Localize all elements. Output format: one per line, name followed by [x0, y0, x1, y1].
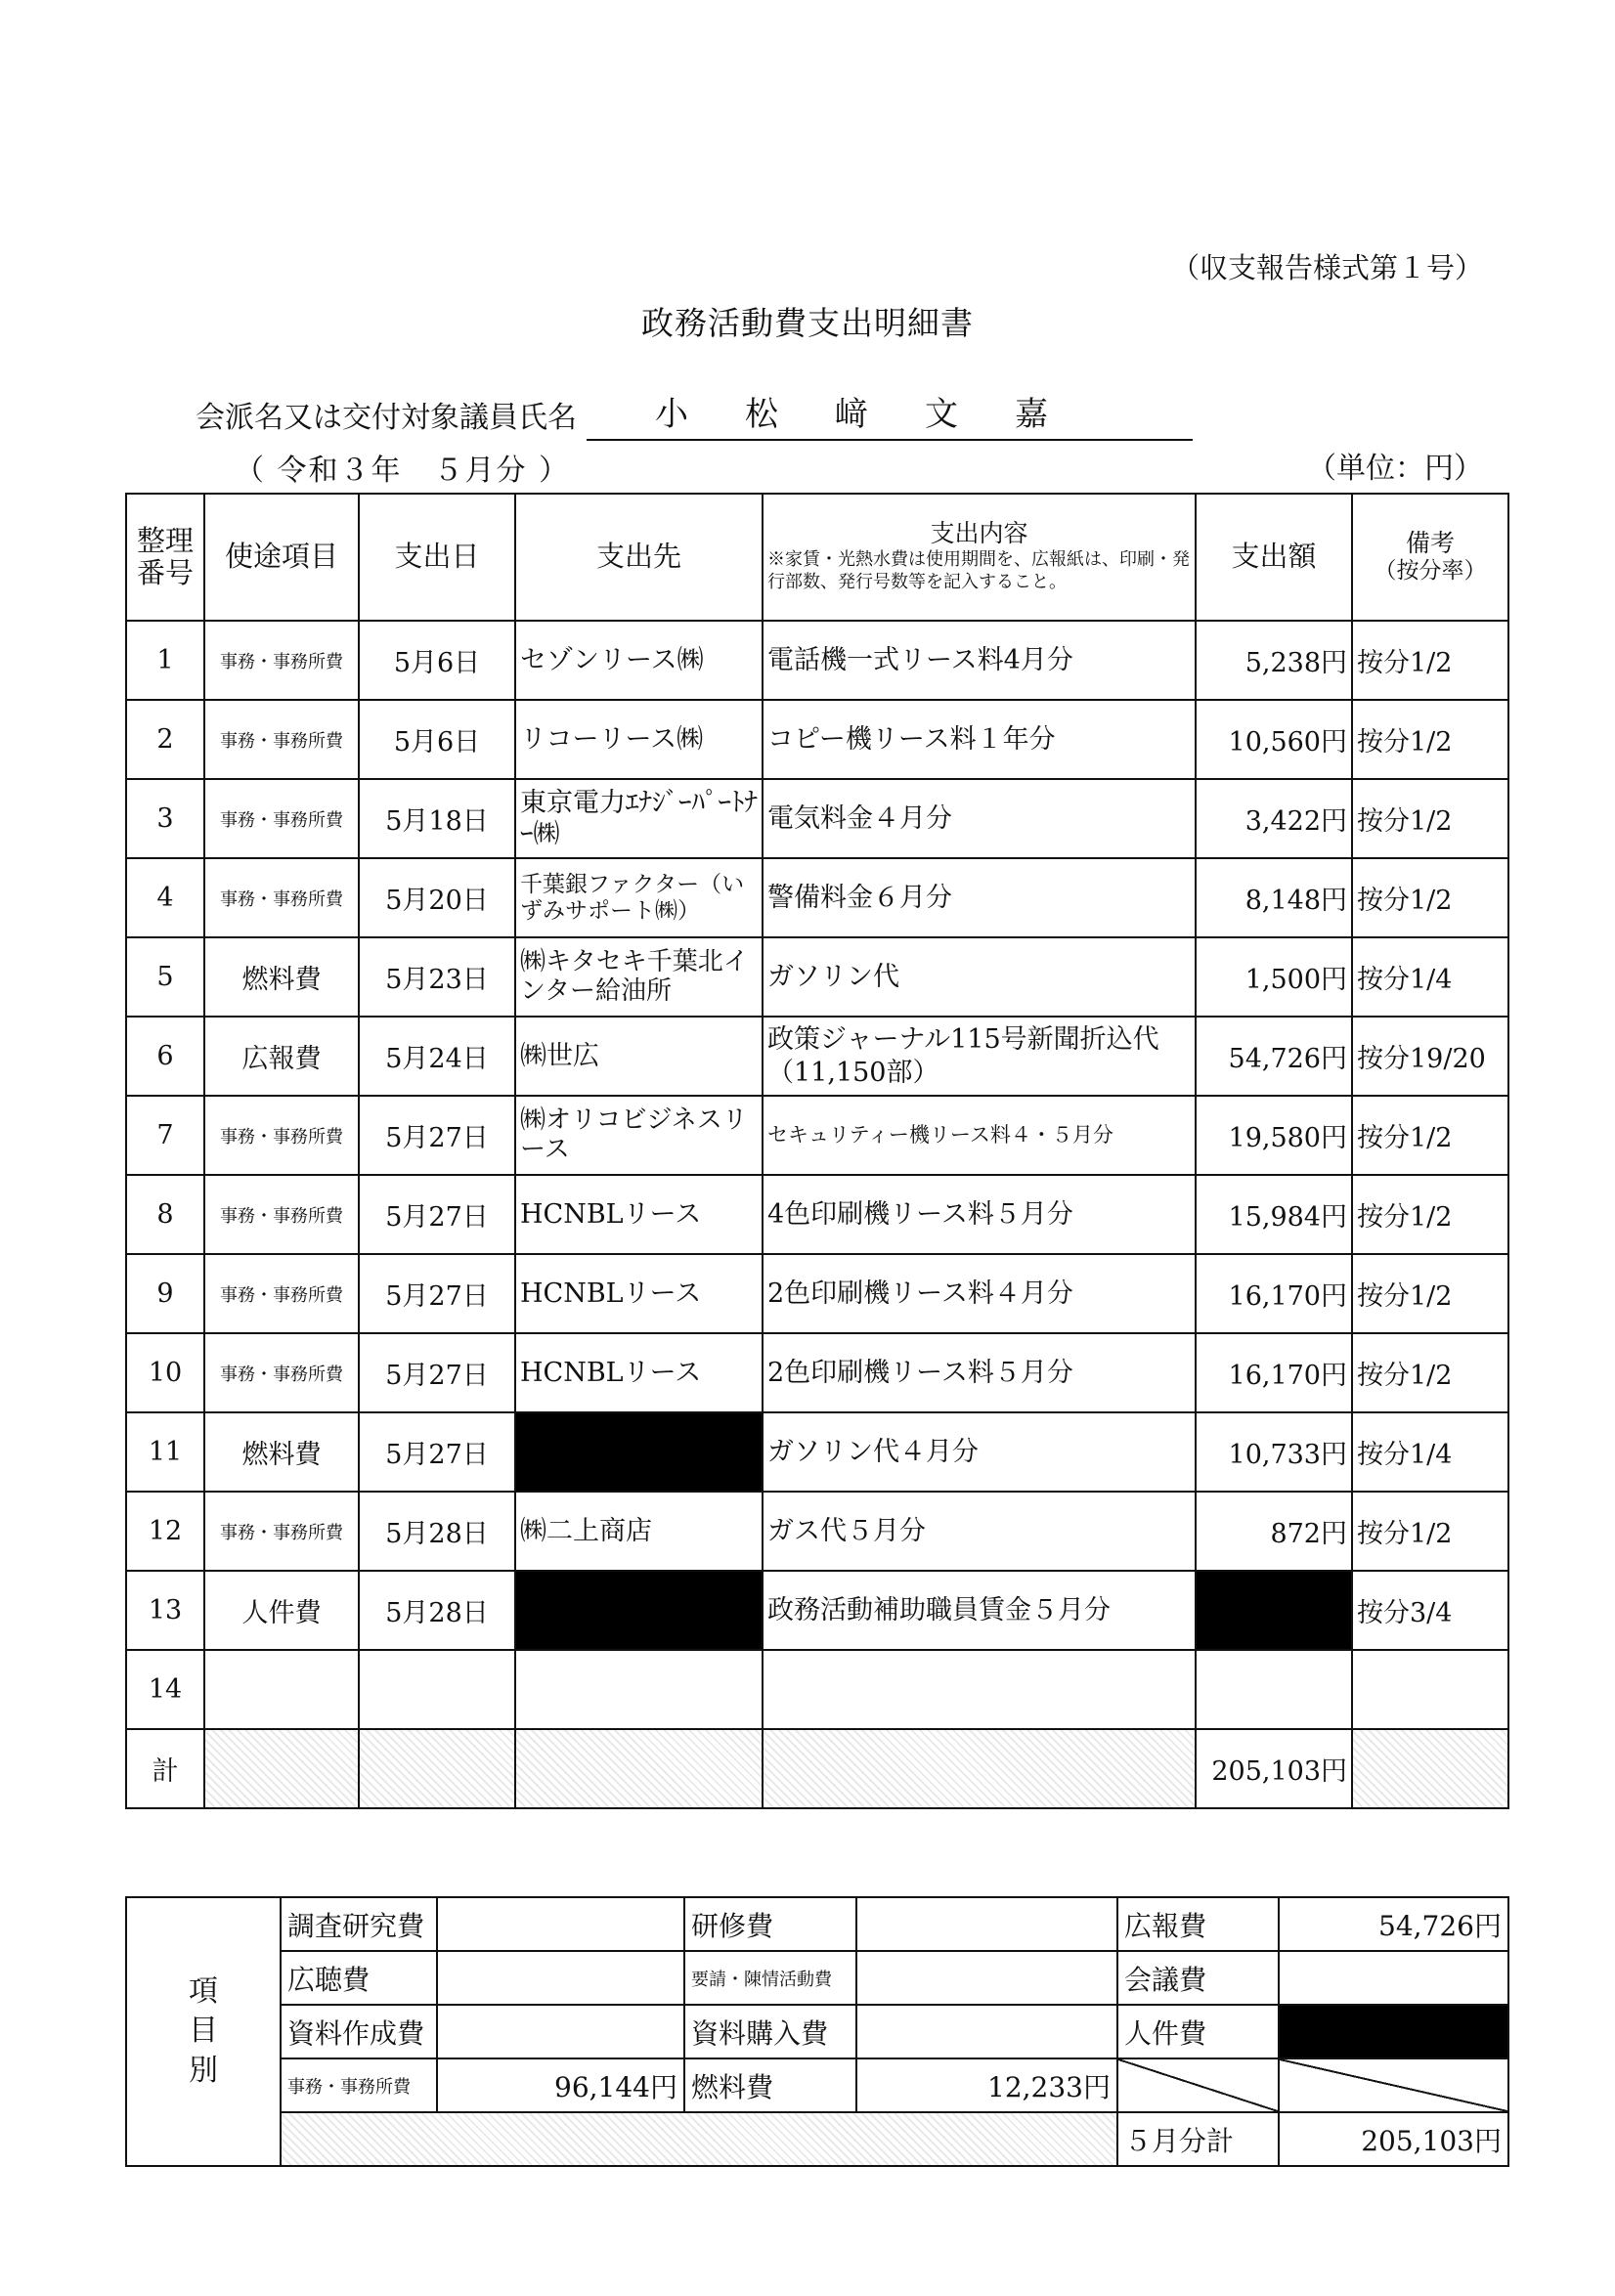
row-note: 按分19/20 — [1352, 1017, 1508, 1096]
row-amount: 3,422円 — [1196, 779, 1352, 858]
row-no: 1 — [126, 621, 204, 700]
row-use — [204, 1650, 359, 1729]
row-payee: ㈱二上商店 — [515, 1492, 763, 1571]
row-use: 事務・事務所費 — [204, 1254, 359, 1333]
petition-label: 要請・陳情活動費 — [684, 1951, 856, 2005]
table-row — [126, 1175, 1508, 1254]
fuel-value: 12,233円 — [856, 2058, 1117, 2112]
shaded-cell — [763, 1729, 1196, 1808]
table-row — [126, 1650, 1508, 1729]
row-desc: 電話機一式リース料4月分 — [763, 621, 1196, 700]
member-label: 会派名又は交付対象議員氏名 — [196, 401, 577, 435]
header-desc — [763, 494, 1196, 621]
row-desc: ガソリン代 — [763, 937, 1196, 1017]
row-note: 按分3/4 — [1352, 1571, 1508, 1650]
row-payee: ㈱世広 — [515, 1017, 763, 1096]
row-use: 事務・事務所費 — [204, 858, 359, 937]
row-use: 事務・事務所費 — [204, 1333, 359, 1412]
doc-purchase-value — [856, 2005, 1117, 2058]
row-note: 按分1/2 — [1352, 858, 1508, 937]
redacted-payee — [515, 1412, 763, 1492]
row-no: 3 — [126, 779, 204, 858]
row-no: 12 — [126, 1492, 204, 1571]
total-amount: 205,103円 — [1196, 1729, 1352, 1808]
row-use: 人件費 — [204, 1571, 359, 1650]
research-label: 調査研究費 — [281, 1897, 437, 1951]
header-row — [126, 494, 1508, 621]
hearing-label: 広聴費 — [281, 1951, 437, 2005]
row-no: 7 — [126, 1096, 204, 1175]
row-payee: HCNBLリース — [515, 1175, 763, 1254]
shaded-cell — [1352, 1729, 1508, 1808]
row-payee: セゾンリース㈱ — [515, 621, 763, 700]
form-number: （収支報告様式第１号） — [1170, 251, 1483, 284]
row-desc: 政務活動補助職員賃金５月分 — [763, 1571, 1196, 1650]
row-note: 按分1/2 — [1352, 779, 1508, 858]
row-payee: ㈱キタセキ千葉北インター給油所 — [515, 937, 763, 1017]
table-row — [126, 700, 1508, 779]
row-amount: 16,170円 — [1196, 1254, 1352, 1333]
row-no: 14 — [126, 1650, 204, 1729]
row-amount: 16,170円 — [1196, 1333, 1352, 1412]
table-row — [126, 1492, 1508, 1571]
table-row — [126, 937, 1508, 1017]
row-desc: 警備料金６月分 — [763, 858, 1196, 937]
fuel-label: 燃料費 — [684, 2058, 856, 2112]
row-note: 按分1/2 — [1352, 1333, 1508, 1412]
row-date: 5月20日 — [359, 858, 515, 937]
row-no: 5 — [126, 937, 204, 1017]
petition-value — [856, 1951, 1117, 2005]
header-note — [1352, 494, 1508, 621]
shaded-cell — [515, 1729, 763, 1808]
summary-row — [126, 2112, 1508, 2166]
header-payee: 支出先 — [515, 494, 763, 621]
row-desc: 4色印刷機リース料５月分 — [763, 1175, 1196, 1254]
row-payee: ㈱オリコビジネスリース — [515, 1096, 763, 1175]
shaded-cell — [359, 1729, 515, 1808]
training-value — [856, 1897, 1117, 1951]
row-amount — [1196, 1650, 1352, 1729]
table-row — [126, 1571, 1508, 1650]
header-amount: 支出額 — [1196, 494, 1352, 621]
row-date: 5月28日 — [359, 1492, 515, 1571]
meeting-label: 会議費 — [1117, 1951, 1279, 2005]
row-note: 按分1/2 — [1352, 1254, 1508, 1333]
table-row — [126, 1333, 1508, 1412]
row-payee: HCNBLリース — [515, 1333, 763, 1412]
category-summary-table — [125, 1896, 1509, 2167]
row-desc: セキュリティー機リース料４・５月分 — [763, 1096, 1196, 1175]
row-no: 11 — [126, 1412, 204, 1492]
table-row — [126, 858, 1508, 937]
redacted-amount — [1196, 1571, 1352, 1650]
side-char: 項 — [189, 1973, 218, 2009]
row-amount: 872円 — [1196, 1492, 1352, 1571]
summary-row — [126, 1951, 1508, 2005]
row-note: 按分1/2 — [1352, 1096, 1508, 1175]
row-note: 按分1/4 — [1352, 937, 1508, 1017]
table-row — [126, 1096, 1508, 1175]
expense-table — [125, 493, 1509, 1809]
row-no: 4 — [126, 858, 204, 937]
row-no: 6 — [126, 1017, 204, 1096]
row-desc — [763, 1650, 1196, 1729]
meeting-value — [1279, 1951, 1508, 2005]
row-no: 10 — [126, 1333, 204, 1412]
side-char: 別 — [189, 2053, 218, 2088]
table-row — [126, 621, 1508, 700]
shaded-cell — [204, 1729, 359, 1808]
row-date: 5月27日 — [359, 1333, 515, 1412]
row-note: 按分1/4 — [1352, 1412, 1508, 1492]
row-use: 事務・事務所費 — [204, 621, 359, 700]
header-no: 整理番号 — [126, 494, 204, 621]
row-date: 5月18日 — [359, 779, 515, 858]
row-use: 事務・事務所費 — [204, 779, 359, 858]
row-use: 事務・事務所費 — [204, 700, 359, 779]
training-label: 研修費 — [684, 1897, 856, 1951]
row-desc: 2色印刷機リース料５月分 — [763, 1333, 1196, 1412]
row-amount: 1,500円 — [1196, 937, 1352, 1017]
doc-purchase-label: 資料購入費 — [684, 2005, 856, 2058]
diagonal-blank-cell — [1279, 2058, 1508, 2112]
row-payee: HCNBLリース — [515, 1254, 763, 1333]
document-title: 政務活動費支出明細書 — [641, 304, 974, 342]
row-no: 9 — [126, 1254, 204, 1333]
row-date: 5月27日 — [359, 1412, 515, 1492]
row-note: 按分1/2 — [1352, 621, 1508, 700]
row-date: 5月24日 — [359, 1017, 515, 1096]
header-desc-title: 支出内容 — [930, 519, 1028, 548]
row-amount: 8,148円 — [1196, 858, 1352, 937]
row-desc: 2色印刷機リース料４月分 — [763, 1254, 1196, 1333]
row-use: 広報費 — [204, 1017, 359, 1096]
row-date: 5月23日 — [359, 937, 515, 1017]
office-value: 96,144円 — [437, 2058, 684, 2112]
row-note: 按分1/2 — [1352, 700, 1508, 779]
office-label: 事務・事務所費 — [281, 2058, 437, 2112]
row-amount: 15,984円 — [1196, 1175, 1352, 1254]
member-name: 小松﨑文嘉 — [587, 387, 1193, 441]
header-date: 支出日 — [359, 494, 515, 621]
diagonal-blank-cell — [1117, 2058, 1279, 2112]
research-value — [437, 1897, 684, 1951]
hearing-value — [437, 1951, 684, 2005]
row-amount: 54,726円 — [1196, 1017, 1352, 1096]
header-use: 使途項目 — [204, 494, 359, 621]
summary-row — [126, 2005, 1508, 2058]
header-note-title: 備考 — [1405, 529, 1455, 558]
row-desc: ガス代５月分 — [763, 1492, 1196, 1571]
row-date: 5月6日 — [359, 621, 515, 700]
row-payee: 千葉銀ファクター（いずみサポート㈱） — [515, 858, 763, 937]
row-payee — [515, 1650, 763, 1729]
month-total-label: ５月分計 — [1117, 2112, 1279, 2166]
row-date: 5月6日 — [359, 700, 515, 779]
row-use: 燃料費 — [204, 1412, 359, 1492]
row-use: 事務・事務所費 — [204, 1492, 359, 1571]
unit-label: （単位：円） — [1307, 452, 1483, 486]
row-desc: コピー機リース料１年分 — [763, 700, 1196, 779]
doc-create-label: 資料作成費 — [281, 2005, 437, 2058]
row-note — [1352, 1650, 1508, 1729]
summary-side-label — [126, 1897, 281, 2166]
summary-row — [126, 1897, 1508, 1951]
row-use: 燃料費 — [204, 937, 359, 1017]
table-row — [126, 779, 1508, 858]
header-desc-note: ※家賃・光熱水費は使用期間を、広報紙は、印刷・発行部数、発行号数等を記入すること。 — [767, 548, 1190, 593]
table-row — [126, 1017, 1508, 1096]
month-total-value: 205,103円 — [1279, 2112, 1508, 2166]
row-payee: リコーリース㈱ — [515, 700, 763, 779]
pr-value: 54,726円 — [1279, 1897, 1508, 1951]
total-label: 計 — [126, 1729, 204, 1808]
table-row — [126, 1254, 1508, 1333]
shaded-cell — [281, 2112, 1117, 2166]
doc-create-value — [437, 2005, 684, 2058]
row-date: 5月27日 — [359, 1254, 515, 1333]
table-row — [126, 1412, 1508, 1492]
row-date: 5月27日 — [359, 1175, 515, 1254]
report-period: （ 令和３年 ５月分 ） — [235, 454, 571, 488]
row-desc: ガソリン代４月分 — [763, 1412, 1196, 1492]
summary-row — [126, 2058, 1508, 2112]
redacted-personnel-value — [1279, 2005, 1508, 2058]
personnel-label: 人件費 — [1117, 2005, 1279, 2058]
pr-label: 広報費 — [1117, 1897, 1279, 1951]
total-row — [126, 1729, 1508, 1808]
row-use: 事務・事務所費 — [204, 1096, 359, 1175]
row-payee: 東京電力ｴﾅｼﾞｰﾊﾟｰﾄﾅｰ㈱ — [515, 779, 763, 858]
row-no: 13 — [126, 1571, 204, 1650]
row-note: 按分1/2 — [1352, 1175, 1508, 1254]
row-amount: 10,560円 — [1196, 700, 1352, 779]
row-no: 2 — [126, 700, 204, 779]
row-date: 5月27日 — [359, 1096, 515, 1175]
side-char: 目 — [189, 2014, 218, 2049]
header-note-sub: （按分率） — [1374, 558, 1487, 585]
row-amount: 5,238円 — [1196, 621, 1352, 700]
row-date — [359, 1650, 515, 1729]
row-amount: 19,580円 — [1196, 1096, 1352, 1175]
row-use: 事務・事務所費 — [204, 1175, 359, 1254]
row-desc: 電気料金４月分 — [763, 779, 1196, 858]
row-no: 8 — [126, 1175, 204, 1254]
row-date: 5月28日 — [359, 1571, 515, 1650]
row-desc: 政策ジャーナル115号新聞折込代（11,150部） — [763, 1017, 1196, 1096]
row-amount: 10,733円 — [1196, 1412, 1352, 1492]
redacted-payee — [515, 1571, 763, 1650]
row-note: 按分1/2 — [1352, 1492, 1508, 1571]
